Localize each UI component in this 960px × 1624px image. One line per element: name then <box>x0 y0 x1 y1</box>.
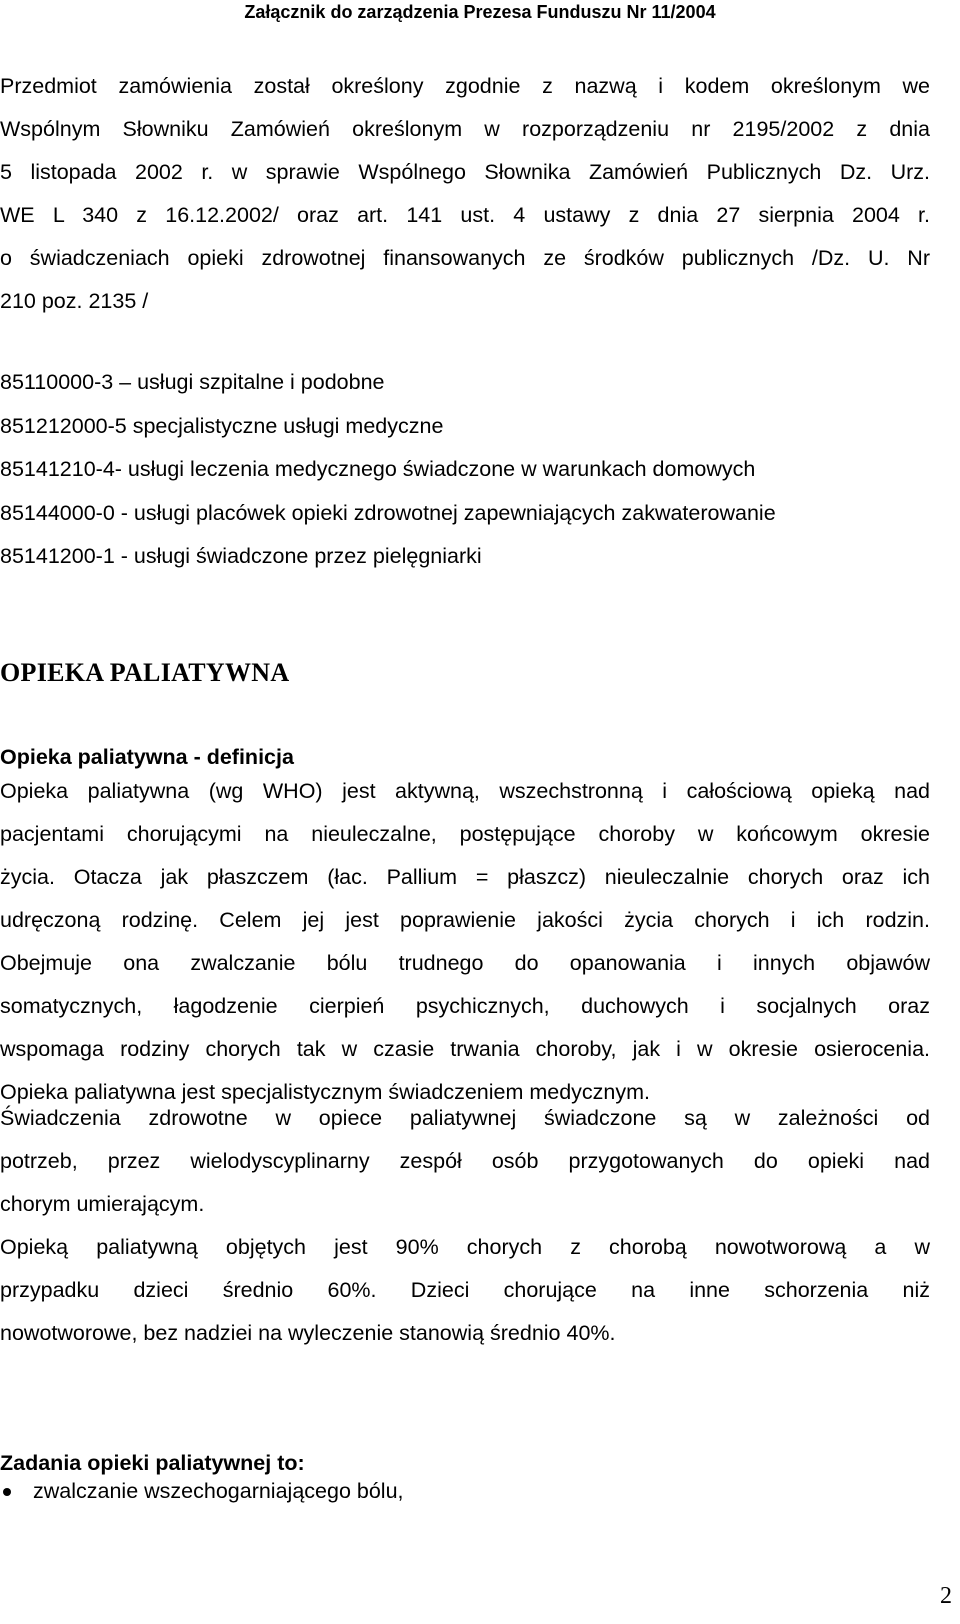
intro-line: Przedmiot zamówienia został określony zgodnie z nazwą i kodem określonym we <box>0 74 930 98</box>
definition-line: Obejmuje ona zwalczanie bólu trudnego do opanowania i innych objawów <box>0 951 930 975</box>
task-text: zwalczanie wszechogarniającego bólu, <box>33 1479 404 1503</box>
definition-line: wspomaga rodziny chorych tak w czasie trwania choroby, jak i w okresie osierocenia. <box>0 1037 930 1061</box>
definition-line: Opieka paliatywna jest specjalistycznym świadczeniem medycznym. <box>0 1080 651 1104</box>
page-number: 2 <box>940 1583 952 1609</box>
intro-line: o świadczeniach opieki zdrowotnej finansowanych ze środków publicznych /Dz. U. Nr <box>0 246 930 270</box>
definition-line: udręczoną rodzinę. Celem jej jest poprawienie jakości życia chorych i ich rodzin. <box>0 908 930 932</box>
document-header: Załącznik do zarządzenia Prezesa Funduszu Nr 11/2004 <box>244 2 716 22</box>
cpv-code-item: 85141210-4- usługi leczenia medycznego świadczone w warunkach domowych <box>0 457 756 481</box>
definition-paragraph <box>0 770 930 1114</box>
services-line: chorym umierającym. <box>0 1192 205 1216</box>
definition-line: Opieka paliatywna (wg WHO) jest aktywną, wszechstronną i całościową opieką nad <box>0 779 930 803</box>
intro-line: 210 poz. 2135 / <box>0 289 149 313</box>
cpv-code-list <box>0 361 930 579</box>
task-list-item <box>0 1470 404 1513</box>
statistics-paragraph <box>0 1226 930 1355</box>
intro-line: 5 listopada 2002 r. w sprawie Wspólnego Słownika Zamówień Publicznych Dz. Urz. <box>0 160 930 184</box>
definition-heading: Opieka paliatywna - definicja <box>0 745 294 769</box>
intro-line: Wspólnym Słowniku Zamówień określonym w rozporządzeniu nr 2195/2002 z dnia <box>0 117 930 141</box>
cpv-code-item: 85144000-0 - usługi placówek opieki zdrowotnej zapewniających zakwaterowanie <box>0 500 776 525</box>
cpv-code-item: 85141200-1 - usługi świadczone przez pielęgniarki <box>0 544 482 568</box>
cpv-code-item: 851212000-5 specjalistyczne usługi medyczne <box>0 413 444 438</box>
definition-line: somatycznych, łagodzenie cierpień psychicznych, duchowych i socjalnych oraz <box>0 994 930 1018</box>
services-line: Świadczenia zdrowotne w opiece paliatywnej świadczone są w zależności od <box>0 1106 930 1130</box>
cpv-code-item: 85110000-3 – usługi szpitalne i podobne <box>0 370 385 394</box>
section-title: OPIEKA PALIATYWNA <box>0 658 290 687</box>
services-paragraph <box>0 1097 930 1226</box>
statistics-line: przypadku dzieci średnio 60%. Dzieci chorujące na inne schorzenia niż <box>0 1278 930 1302</box>
services-line: potrzeb, przez wielodyscyplinarny zespół osób przygotowanych do opieki nad <box>0 1149 930 1173</box>
statistics-line: nowotworowe, bez nadziei na wyleczenie stanowią średnio 40%. <box>0 1321 616 1345</box>
definition-line: pacjentami chorującymi na nieuleczalne, postępujące choroby w końcowym okresie <box>0 822 930 846</box>
statistics-line: Opieką paliatywną objętych jest 90% chorych z chorobą nowotworową a w <box>0 1235 930 1259</box>
definition-line: życia. Otacza jak płaszczem (łac. Pallium = płaszcz) nieuleczalnie chorych oraz ich <box>0 865 930 889</box>
intro-line: WE L 340 z 16.12.2002/ oraz art. 141 ust. 4 ustawy z dnia 27 sierpnia 2004 r. <box>0 203 930 227</box>
tasks-heading: Zadania opieki paliatywnej to: <box>0 1451 305 1475</box>
bullet-icon <box>3 1488 11 1496</box>
intro-paragraph <box>0 65 930 323</box>
